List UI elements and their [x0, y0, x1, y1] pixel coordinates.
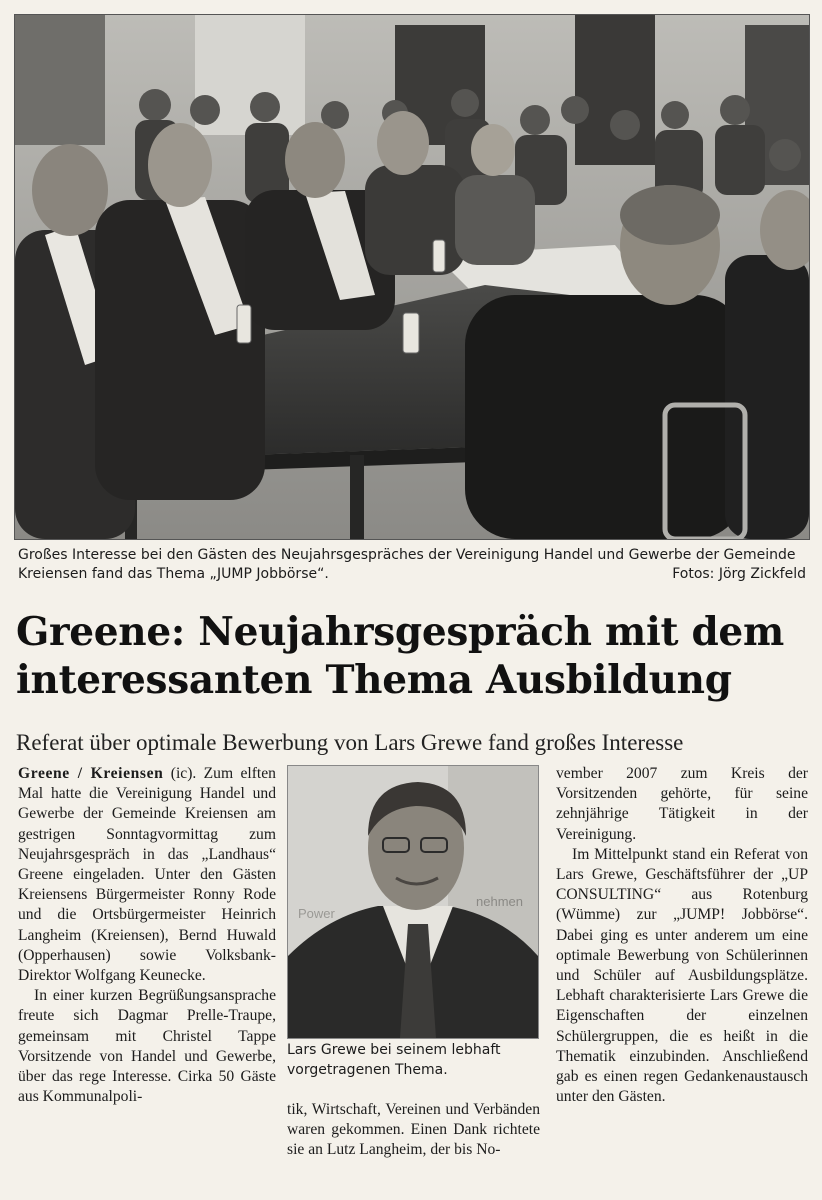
paragraph-text: (ic). Zum elften Mal hatte die Vereinigung Handel und Gewerbe der Gemeinde Kreiensen am gestrigen Sonntagvormittag zum Neujahrsgespräch in das „Landhaus“ Greene eingeladen. Unter den Gästen Kreiensens Bürgermeister Ronny Rode und die Ortsbürgermeister Heinrich Langheim (Kreiensen), Bernd Huwald (Opperhausen) sowie Volksbank-Direktor Wolfgang Keunecke. — [18, 765, 276, 985]
paragraph: tik, Wirtschaft, Vereinen und Verbänden waren gekommen. Einen Dank richtete sie an Lutz Langheim, der bis No- — [287, 1101, 540, 1159]
headline: Greene: Neujahrsgespräch mit dem interessanten Thema Ausbildung — [16, 609, 784, 703]
photo-credit: Fotos: Jörg Zickfeld — [672, 566, 806, 582]
backdrop-text: nehmen — [476, 894, 523, 909]
article-column-3 — [556, 764, 808, 1107]
photo-caption — [18, 546, 806, 584]
paragraph: In einer kurzen Begrüßungsansprache freute sich Dagmar Prelle-Traupe, gemeinsam mit Christel Tappe Vorsitzende von Handel und Gewerbe, über das rege Interesse. Cirka 50 Gäste aus Kommunalpoli- — [18, 987, 276, 1106]
article-column-1 — [18, 764, 276, 1107]
speaker-photo — [287, 765, 539, 1039]
article-column-2 — [287, 1100, 540, 1161]
caption-text: Großes Interesse bei den Gästen des Neujahrsgespräches der Vereinigung Handel und Gewerbe der Gemeinde Kreiensen fand das Thema „JUMP Jobbörse“. — [18, 547, 796, 582]
inset-caption: Lars Grewe bei seinem lebhaft vorgetragenen Thema. — [287, 1042, 501, 1078]
dateline: Greene / Kreiensen — [18, 765, 164, 782]
paragraph — [18, 764, 276, 986]
meeting-photo — [14, 14, 810, 540]
paragraph: Im Mittelpunkt stand ein Referat von Lars Grewe, Geschäftsführer der „UP CONSULTING“ aus Rotenburg (Wümme) zur „JUMP! Jobbörse“. Dabei ging es unter anderem um eine optimale Bewerbung von Schülerinnen und Schüler auf Ausbildungsplätze. Lebhaft charakterisierte Lars Grewe die Eigenschaften der einzelnen Schülergruppen, die es heißt in die Thematik einzubinden. Anschließend gab es einen regen Gedankenaustausch unter den Gästen. — [556, 845, 808, 1106]
backdrop-text: Power — [298, 906, 335, 921]
subheadline: Referat über optimale Bewerbung von Lars Grewe fand großes Interesse — [16, 730, 684, 755]
paragraph: vember 2007 zum Kreis der Vorsitzenden gehörte, für seine zehnjährige Tätigkeit in der Vereinigung. — [556, 765, 808, 843]
